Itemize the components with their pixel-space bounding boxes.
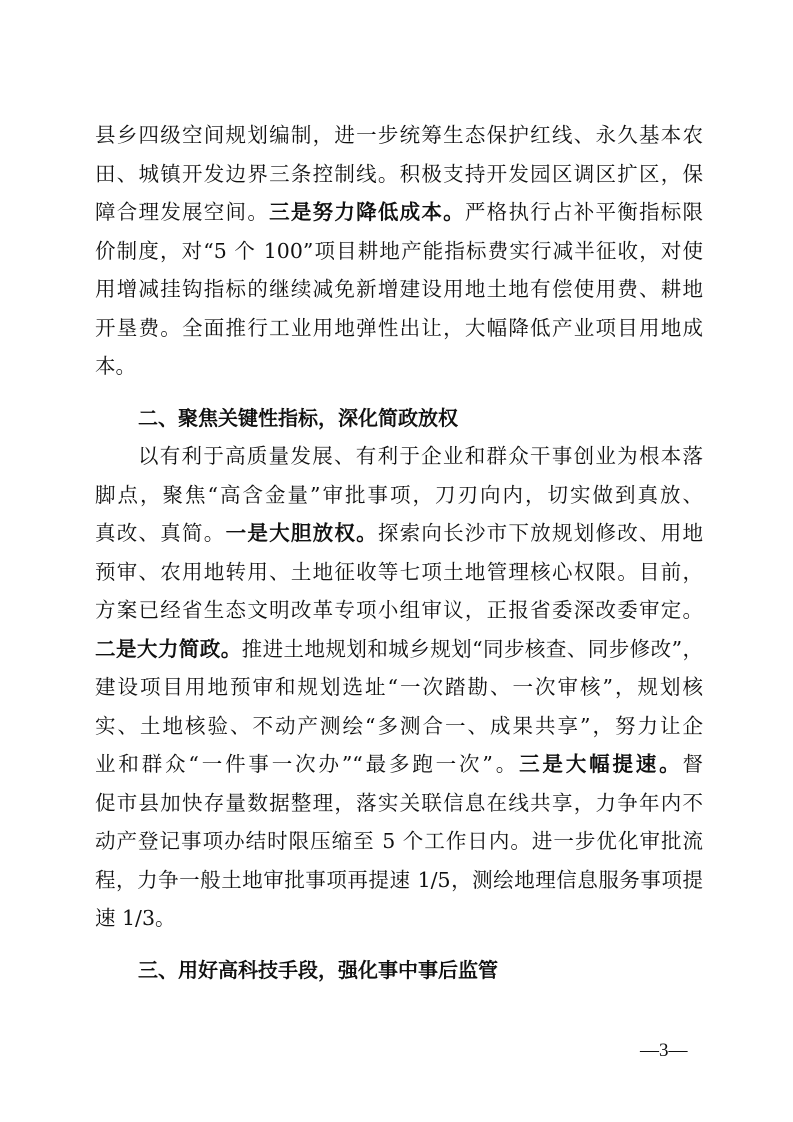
- paragraph-line: [95, 514, 703, 553]
- text-run: 建设项目用地预审和规划选址“一次踏勘、一次审核”，规划核: [95, 675, 703, 699]
- text-run: 督: [682, 752, 703, 776]
- text-run: 方案已经省生态文明改革专项小组审议，正报省委深改委审定。: [95, 598, 703, 622]
- paragraph-line: [95, 309, 703, 348]
- paragraph-line: [95, 155, 703, 194]
- paragraph-line: [95, 437, 703, 476]
- document-body: [95, 116, 703, 989]
- text-run: 以有利于高质量发展、有利于企业和群众干事创业为根本落: [138, 444, 703, 468]
- paragraph-line: [95, 347, 703, 386]
- text-run: 本。: [95, 354, 136, 378]
- text-run: 障合理发展空间。: [95, 200, 270, 224]
- section-heading: [95, 951, 703, 990]
- text-run: 脚点，聚焦“高含金量”审批事项，刀刃向内，切实做到真放、: [95, 482, 703, 507]
- text-run: 开垦费。全面推行工业用地弹性出让，大幅降低产业项目用地成: [95, 315, 703, 340]
- paragraph-line: [95, 476, 703, 515]
- paragraph-line: [95, 745, 703, 784]
- paragraph-line: [95, 630, 703, 669]
- bold-phrase: 一是大胆放权。: [225, 521, 378, 545]
- text-run: 二、聚焦关键性指标，深化简政放权: [138, 405, 458, 430]
- text-run: 价制度，对“5 个 100”项目耕地产能指标费实行减半征收，对使: [95, 238, 703, 263]
- section-heading: [95, 399, 703, 438]
- text-run: 严格执行占补平衡指标限: [464, 200, 703, 224]
- paragraph-line: [95, 553, 703, 592]
- paragraph-line: [95, 784, 703, 823]
- paragraph-line: [95, 861, 703, 900]
- text-run: 程，力争一般土地审批事项再提速 1/5，测绘地理信息服务事项提: [95, 867, 703, 892]
- text-run: 田、城镇开发边界三条控制线。积极支持开发园区调区扩区，保: [95, 161, 703, 186]
- text-run: 真改、真简。: [95, 521, 226, 545]
- text-run: 业和群众“一件事一次办”“最多跑一次”。: [95, 752, 520, 776]
- text-run: 用增减挂钩指标的继续减免新增建设用地土地有偿使用费、耕地: [95, 277, 703, 301]
- text-run: 推进土地规划和城乡规划“同步核查、同步修改”，: [241, 636, 703, 661]
- paragraph-line: [95, 193, 703, 232]
- text-run: 县乡四级空间规划编制，进一步统筹生态保护红线、永久基本农: [95, 123, 703, 147]
- bold-phrase: 三是大幅提速。: [519, 752, 683, 776]
- text-run: 促市县加快存量数据整理，落实关联信息在线共享，力争年内不: [95, 790, 703, 815]
- paragraph-line: [95, 822, 703, 861]
- paragraph-line: [95, 591, 703, 630]
- paragraph-line: [95, 116, 703, 155]
- text-run: 探索向长沙市下放规划修改、用地: [377, 521, 703, 545]
- text-run: 预审、农用地转用、土地征收等七项土地管理核心权限。目前，: [95, 559, 703, 584]
- text-run: 动产登记事项办结时限压缩至 5 个工作日内。进一步优化审批流: [95, 829, 703, 853]
- bold-phrase: 三是努力降低成本。: [269, 200, 465, 224]
- paragraph-line: [95, 668, 703, 707]
- text-run: 实、土地核验、不动产测绘“多测合一、成果共享”，努力让企: [95, 713, 703, 738]
- paragraph-line: [95, 707, 703, 746]
- bold-phrase: 二是大力简政。: [95, 636, 242, 661]
- paragraph-line: [95, 270, 703, 309]
- page-number: —3—: [640, 1040, 688, 1061]
- paragraph-line: [95, 232, 703, 271]
- text-run: 三、用好高科技手段，强化事中事后监管: [138, 957, 498, 982]
- text-run: 速 1/3。: [95, 906, 176, 930]
- paragraph-line: [95, 899, 703, 938]
